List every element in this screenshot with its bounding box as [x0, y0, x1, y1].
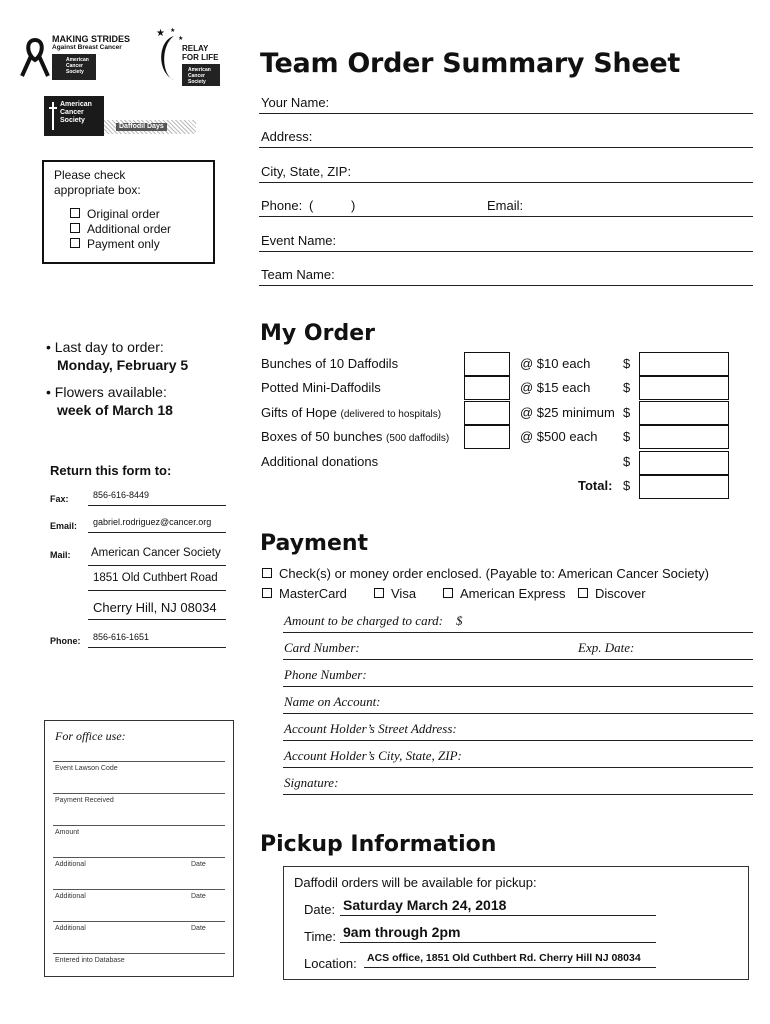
- order-amount-input[interactable]: [639, 352, 729, 376]
- office-use-date-label: Date: [191, 861, 206, 868]
- pickup-location-rule: [364, 967, 656, 968]
- check-money-order-option[interactable]: Check(s) or money order enclosed. (Payable to: American Cancer Society): [262, 566, 709, 581]
- additional-donations-amount[interactable]: [639, 451, 729, 475]
- total-dollar-sign: $: [623, 478, 631, 493]
- card-number-field[interactable]: [283, 659, 753, 660]
- office-use-line[interactable]: [53, 857, 225, 858]
- team-name-label: Team Name:: [261, 267, 335, 282]
- event-name-field[interactable]: [259, 251, 753, 252]
- name-on-account-label: Name on Account:: [284, 694, 381, 709]
- office-use-field-label: Additional: [55, 893, 86, 900]
- mail-line-3: Cherry Hill, NJ 08034: [93, 600, 217, 615]
- original-order-checkbox[interactable]: [70, 208, 80, 218]
- fax-label: Fax:: [50, 494, 69, 504]
- additional-dollar-sign: $: [623, 454, 631, 469]
- total-amount[interactable]: [639, 475, 729, 499]
- my-order-heading: My Order: [260, 321, 375, 346]
- amount-charged-dollar: $: [456, 613, 463, 628]
- making-strides-subtitle: Against Breast Cancer: [52, 44, 122, 51]
- mail-line-2-rule: [88, 590, 226, 591]
- phone-return-label: Phone:: [50, 636, 81, 646]
- your-name-label: Your Name:: [261, 95, 330, 110]
- office-use-line[interactable]: [53, 953, 225, 954]
- pickup-date-value: Saturday March 24, 2018: [343, 897, 507, 913]
- payment-only-checkbox[interactable]: [70, 238, 80, 248]
- return-form-heading: Return this form to:: [50, 463, 172, 478]
- pickup-location-label: Location:: [304, 956, 357, 971]
- order-item-price: @ $500 each: [520, 429, 598, 444]
- flowers-available-value: week of March 18: [57, 402, 173, 418]
- last-day-value: Monday, February 5: [57, 357, 189, 373]
- office-use-line[interactable]: [53, 921, 225, 922]
- check-money-order-checkbox[interactable]: [262, 568, 272, 578]
- mail-line-3-rule: [88, 619, 226, 620]
- phone-label: Phone:: [261, 198, 303, 213]
- pickup-date-rule: [340, 915, 656, 916]
- office-use-field-label: Additional: [55, 925, 86, 932]
- pickup-time-value: 9am through 2pm: [343, 924, 461, 940]
- order-quantity-input[interactable]: [464, 425, 510, 449]
- acs-relay-logo-text: American Cancer Society: [188, 67, 211, 85]
- payment-heading: Payment: [260, 531, 369, 556]
- office-use-line[interactable]: [53, 793, 225, 794]
- discover-checkbox[interactable]: [578, 588, 588, 598]
- order-item-label: Potted Mini-Daffodils: [261, 380, 381, 395]
- pickup-time-label: Time:: [304, 929, 337, 944]
- phone-return-value: 856-616-1651: [93, 632, 150, 642]
- payment-only-option[interactable]: Payment only: [70, 237, 160, 252]
- exp-date-label: Exp. Date:: [578, 640, 635, 655]
- order-dollar-sign: $: [623, 356, 631, 371]
- pink-ribbon-icon: [18, 34, 52, 80]
- office-use-line[interactable]: [53, 761, 225, 762]
- email-return-line: [88, 532, 226, 533]
- event-name-label: Event Name:: [261, 233, 337, 248]
- office-use-field-label: Amount: [55, 829, 80, 836]
- order-quantity-input[interactable]: [464, 352, 510, 376]
- order-dollar-sign: $: [623, 429, 631, 444]
- email-label: Email:: [487, 198, 524, 213]
- mail-line-1-rule: [88, 565, 226, 566]
- acs-sword-icon: [46, 100, 60, 132]
- last-day-item: • Last day to order:: [46, 339, 164, 355]
- phone-number-field[interactable]: [283, 686, 753, 687]
- email-return-value: gabriel.rodriguez@cancer.org: [93, 517, 212, 527]
- mail-label: Mail:: [50, 550, 71, 560]
- pickup-info-box: [283, 866, 749, 980]
- american-express-checkbox[interactable]: [443, 588, 453, 598]
- office-use-heading: For office use:: [55, 729, 126, 743]
- relay-subtitle: FOR LIFE: [182, 53, 219, 62]
- additional-donations-label: Additional donations: [261, 454, 379, 469]
- address-label: Address:: [261, 129, 313, 144]
- relay-title: RELAY: [182, 44, 209, 53]
- order-quantity-input[interactable]: [464, 401, 510, 425]
- office-use-field-label: Entered into Database: [55, 957, 125, 964]
- office-use-line[interactable]: [53, 889, 225, 890]
- flowers-available-item: • Flowers available:: [46, 384, 167, 400]
- name-on-account-field[interactable]: [283, 713, 753, 714]
- pickup-time-rule: [340, 942, 656, 943]
- mastercard-checkbox[interactable]: [262, 588, 272, 598]
- team-name-field[interactable]: [259, 285, 753, 286]
- your-name-field[interactable]: [259, 113, 753, 114]
- order-type-box: [42, 160, 215, 264]
- making-strides-title: MAKING STRIDES: [52, 34, 131, 44]
- order-dollar-sign: $: [623, 405, 631, 420]
- office-use-field-label: Additional: [55, 861, 86, 868]
- original-order-option[interactable]: Original order: [70, 207, 160, 222]
- check-box-heading-2: appropriate box:: [54, 183, 141, 197]
- pickup-location-value: ACS office, 1851 Old Cuthbert Rd. Cherry Hill NJ 08034: [367, 952, 641, 964]
- mastercard-option[interactable]: MasterCard: [262, 586, 347, 601]
- phone-return-line: [88, 647, 226, 648]
- svg-text:★: ★: [156, 28, 165, 39]
- additional-order-option[interactable]: Additional order: [70, 222, 171, 237]
- order-item-price: @ $25 minimum: [520, 405, 615, 420]
- card-number-label: Card Number:: [284, 640, 360, 655]
- fax-value: 856-616-8449: [93, 490, 150, 500]
- street-address-label: Account Holder’s Street Address:: [284, 721, 457, 736]
- street-address-field[interactable]: [283, 740, 753, 741]
- city-state-zip-account-label: Account Holder’s City, State, ZIP:: [284, 748, 462, 763]
- fax-line: [88, 505, 226, 506]
- office-use-field-label: Event Lawson Code: [55, 765, 118, 772]
- signature-field[interactable]: [283, 794, 753, 795]
- office-use-box: [44, 720, 234, 977]
- american-express-option[interactable]: American Express: [443, 586, 565, 601]
- moon-stars-icon: [150, 24, 184, 86]
- phone-number-label: Phone Number:: [284, 667, 367, 682]
- acs-small-logo-text: American Cancer Society: [66, 57, 89, 75]
- order-item-price: @ $15 each: [520, 380, 591, 395]
- visa-checkbox[interactable]: [374, 588, 384, 598]
- city-state-zip-account-field[interactable]: [283, 767, 753, 768]
- order-amount-input[interactable]: [639, 425, 729, 449]
- email-return-label: Email:: [50, 521, 78, 531]
- pickup-heading: Pickup Information: [260, 832, 497, 857]
- relay-for-life-logo: [150, 24, 222, 88]
- additional-order-checkbox[interactable]: [70, 223, 80, 233]
- order-item-label: Gifts of Hope (delivered to hospitals): [261, 405, 442, 420]
- signature-label: Signature:: [284, 775, 339, 790]
- page-title: Team Order Summary Sheet: [260, 48, 680, 79]
- check-box-heading-1: Please check: [54, 168, 126, 182]
- office-use-date-label: Date: [191, 925, 206, 932]
- acs-daffodil-logo: [44, 96, 196, 136]
- order-amount-input[interactable]: [639, 376, 729, 400]
- daffodil-days-text: Daffodil Days: [116, 123, 167, 131]
- svg-text:★: ★: [178, 36, 184, 42]
- order-amount-input[interactable]: [639, 401, 729, 425]
- svg-text:★: ★: [170, 28, 176, 34]
- order-item-label: Boxes of 50 bunches (500 daffodils): [261, 429, 450, 444]
- city-state-zip-field[interactable]: [259, 182, 753, 183]
- acs-logo-text: American Cancer Society: [60, 101, 92, 124]
- order-dollar-sign: $: [623, 380, 631, 395]
- total-label: Total:: [578, 478, 613, 493]
- order-item-label: Bunches of 10 Daffodils: [261, 356, 399, 371]
- phone-email-field[interactable]: [259, 216, 753, 217]
- mail-line-2: 1851 Old Cuthbert Road: [93, 572, 218, 584]
- office-use-date-label: Date: [191, 893, 206, 900]
- mail-line-1: American Cancer Society: [91, 547, 221, 559]
- discover-option[interactable]: Discover: [578, 586, 646, 601]
- phone-paren-close: ): [351, 198, 356, 213]
- city-state-zip-label: City, State, ZIP:: [261, 164, 352, 179]
- pickup-intro: Daffodil orders will be available for pickup:: [294, 875, 537, 890]
- phone-paren-open: (: [309, 198, 314, 213]
- order-quantity-input[interactable]: [464, 376, 510, 400]
- order-item-price: @ $10 each: [520, 356, 591, 371]
- amount-charged-label: Amount to be charged to card:: [284, 613, 443, 628]
- address-field[interactable]: [259, 147, 753, 148]
- pickup-date-label: Date:: [304, 902, 336, 917]
- office-use-field-label: Payment Received: [55, 797, 114, 804]
- visa-option[interactable]: Visa: [374, 586, 416, 601]
- making-strides-logo: [18, 30, 138, 82]
- office-use-line[interactable]: [53, 825, 225, 826]
- amount-charged-field[interactable]: [283, 632, 753, 633]
